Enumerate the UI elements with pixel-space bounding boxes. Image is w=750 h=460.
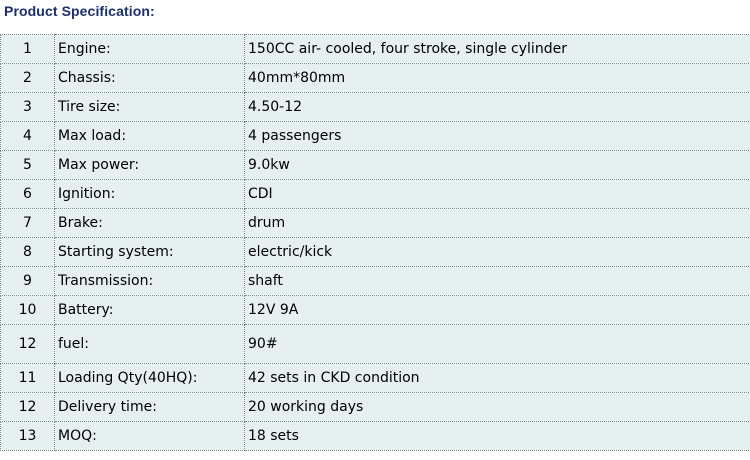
- spec-value: 9.0kw: [245, 151, 750, 180]
- section-title: Product Specification:: [4, 3, 155, 19]
- specification-table: [0, 34, 750, 451]
- spec-value: 42 sets in CKD condition: [245, 364, 750, 393]
- table-row: [1, 296, 750, 325]
- spec-value: 20 working days: [245, 393, 750, 422]
- row-number: 7: [1, 209, 55, 238]
- spec-label: Ignition:: [55, 180, 245, 209]
- spec-label: Loading Qty(40HQ):: [55, 364, 245, 393]
- table-row: [1, 180, 750, 209]
- row-number: 12: [1, 325, 55, 364]
- table-row: [1, 35, 750, 64]
- table-row: [1, 422, 750, 451]
- table-row: [1, 325, 750, 364]
- table-row: [1, 64, 750, 93]
- spec-label: Brake:: [55, 209, 245, 238]
- spec-label: Chassis:: [55, 64, 245, 93]
- row-number: 1: [1, 35, 55, 64]
- spec-value: 18 sets: [245, 422, 750, 451]
- table-row: [1, 364, 750, 393]
- spec-label: Delivery time:: [55, 393, 245, 422]
- table-row: [1, 151, 750, 180]
- table-row: [1, 393, 750, 422]
- table-row: [1, 267, 750, 296]
- row-number: 2: [1, 64, 55, 93]
- spec-label: Engine:: [55, 35, 245, 64]
- spec-label: Max power:: [55, 151, 245, 180]
- spec-label: Max load:: [55, 122, 245, 151]
- spec-value: 12V 9A: [245, 296, 750, 325]
- table-row: [1, 122, 750, 151]
- table-row: [1, 238, 750, 267]
- row-number: 5: [1, 151, 55, 180]
- spec-value: shaft: [245, 267, 750, 296]
- spec-value: 90#: [245, 325, 750, 364]
- row-number: 4: [1, 122, 55, 151]
- spec-value: 40mm*80mm: [245, 64, 750, 93]
- spec-value: 4 passengers: [245, 122, 750, 151]
- spec-label: Starting system:: [55, 238, 245, 267]
- spec-value: 4.50-12: [245, 93, 750, 122]
- spec-label: Transmission:: [55, 267, 245, 296]
- table-row: [1, 209, 750, 238]
- spec-value: drum: [245, 209, 750, 238]
- table-row: [1, 93, 750, 122]
- spec-value: CDI: [245, 180, 750, 209]
- row-number: 13: [1, 422, 55, 451]
- row-number: 3: [1, 93, 55, 122]
- row-number: 12: [1, 393, 55, 422]
- spec-label: fuel:: [55, 325, 245, 364]
- spec-value: electric/kick: [245, 238, 750, 267]
- row-number: 10: [1, 296, 55, 325]
- spec-value: 150CC air- cooled, four stroke, single cylinder: [245, 35, 750, 64]
- row-number: 9: [1, 267, 55, 296]
- specification-table-body: [1, 35, 750, 451]
- row-number: 8: [1, 238, 55, 267]
- spec-label: Tire size:: [55, 93, 245, 122]
- row-number: 6: [1, 180, 55, 209]
- row-number: 11: [1, 364, 55, 393]
- spec-label: MOQ:: [55, 422, 245, 451]
- spec-label: Battery:: [55, 296, 245, 325]
